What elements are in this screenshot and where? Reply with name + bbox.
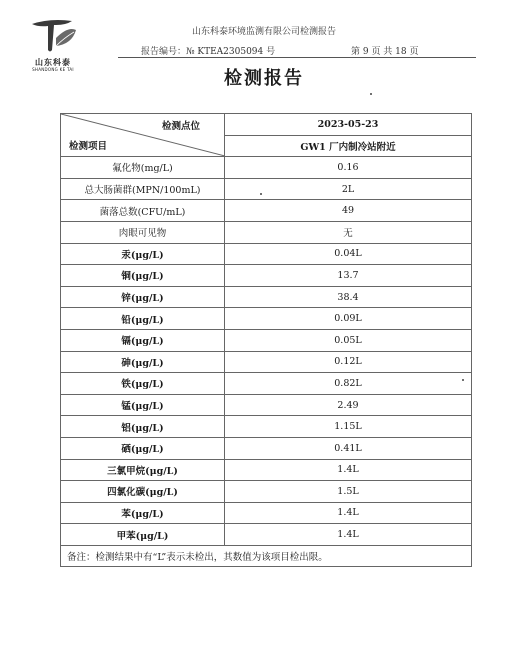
value-cell: 0.41L <box>225 437 472 459</box>
report-number: 报告编号：№ KTEA2305094 号 <box>141 47 276 57</box>
header-divider <box>118 57 476 58</box>
item-cell: 汞(μg/L) <box>61 243 225 265</box>
value-cell: 1.15L <box>225 416 472 438</box>
value-cell: 1.4L <box>225 459 472 481</box>
table-header-row <box>61 114 472 136</box>
item-cell: 肉眼可见物 <box>61 221 225 243</box>
table-row <box>61 373 472 395</box>
item-cell: 锌(μg/L) <box>61 286 225 308</box>
value-cell: 0.04L <box>225 243 472 265</box>
value-cell: 无 <box>225 221 472 243</box>
scan-speck <box>370 93 372 95</box>
diagonal-header-cell <box>61 114 225 157</box>
item-cell: 砷(μg/L) <box>61 351 225 373</box>
item-header: 检测项目 <box>69 141 108 153</box>
logo-chinese-text: 山东科泰 <box>35 58 71 67</box>
table-row <box>61 221 472 243</box>
item-cell: 铅(μg/L) <box>61 308 225 330</box>
item-cell: 三氯甲烷(μg/L) <box>61 459 225 481</box>
item-cell: 锰(μg/L) <box>61 394 225 416</box>
value-cell: 1.4L <box>225 524 472 546</box>
value-cell: 0.05L <box>225 329 472 351</box>
leaf-t-logo-icon <box>26 16 80 58</box>
value-cell: 0.12L <box>225 351 472 373</box>
note-row <box>61 545 472 567</box>
table-row <box>61 502 472 524</box>
item-cell: 苯(μg/L) <box>61 502 225 524</box>
value-cell: 0.09L <box>225 308 472 330</box>
table-row <box>61 459 472 481</box>
value-cell: 0.82L <box>225 373 472 395</box>
item-cell: 氟化物(mg/L) <box>61 157 225 179</box>
results-table <box>60 113 472 567</box>
table-row <box>61 437 472 459</box>
table-row <box>61 351 472 373</box>
table-row <box>61 416 472 438</box>
item-cell: 甲苯(μg/L) <box>61 524 225 546</box>
item-cell: 铜(μg/L) <box>61 265 225 287</box>
table-row <box>61 178 472 200</box>
site-header: GW1 厂内制冷站附近 <box>225 135 472 157</box>
item-cell: 菌落总数(CFU/mL) <box>61 200 225 222</box>
note-text: 备注：检测结果中有“L”表示未检出，其数值为该项目检出限。 <box>61 545 472 567</box>
company-header: 山东科泰环境监测有限公司检测报告 <box>191 27 336 37</box>
value-cell: 2.49 <box>225 394 472 416</box>
point-header: 检测点位 <box>161 121 200 132</box>
item-cell: 总大肠菌群(MPN/100mL) <box>61 178 225 200</box>
item-cell: 铁(μg/L) <box>61 373 225 395</box>
table-row <box>61 308 472 330</box>
date-header: 2023-05-23 <box>225 114 472 136</box>
table-row <box>61 265 472 287</box>
value-cell: 38.4 <box>225 286 472 308</box>
table-row <box>61 200 472 222</box>
item-cell: 四氯化碳(μg/L) <box>61 481 225 503</box>
page-number: 第 9 页 共 18 页 <box>351 47 419 57</box>
logo-english-text: SHANDONG KE TAI <box>32 67 74 72</box>
item-cell: 镉(μg/L) <box>61 329 225 351</box>
value-cell: 49 <box>225 200 472 222</box>
table-row <box>61 481 472 503</box>
value-cell: 13.7 <box>225 265 472 287</box>
table-row <box>61 243 472 265</box>
value-cell: 1.4L <box>225 502 472 524</box>
table-row <box>61 286 472 308</box>
page-title: 检测报告 <box>224 68 304 89</box>
table-row <box>61 157 472 179</box>
table-row <box>61 329 472 351</box>
item-cell: 铝(μg/L) <box>61 416 225 438</box>
table-row <box>61 394 472 416</box>
value-cell: 0.16 <box>225 157 472 179</box>
table-row <box>61 524 472 546</box>
item-cell: 硒(μg/L) <box>61 437 225 459</box>
value-cell: 2L <box>225 178 472 200</box>
value-cell: 1.5L <box>225 481 472 503</box>
